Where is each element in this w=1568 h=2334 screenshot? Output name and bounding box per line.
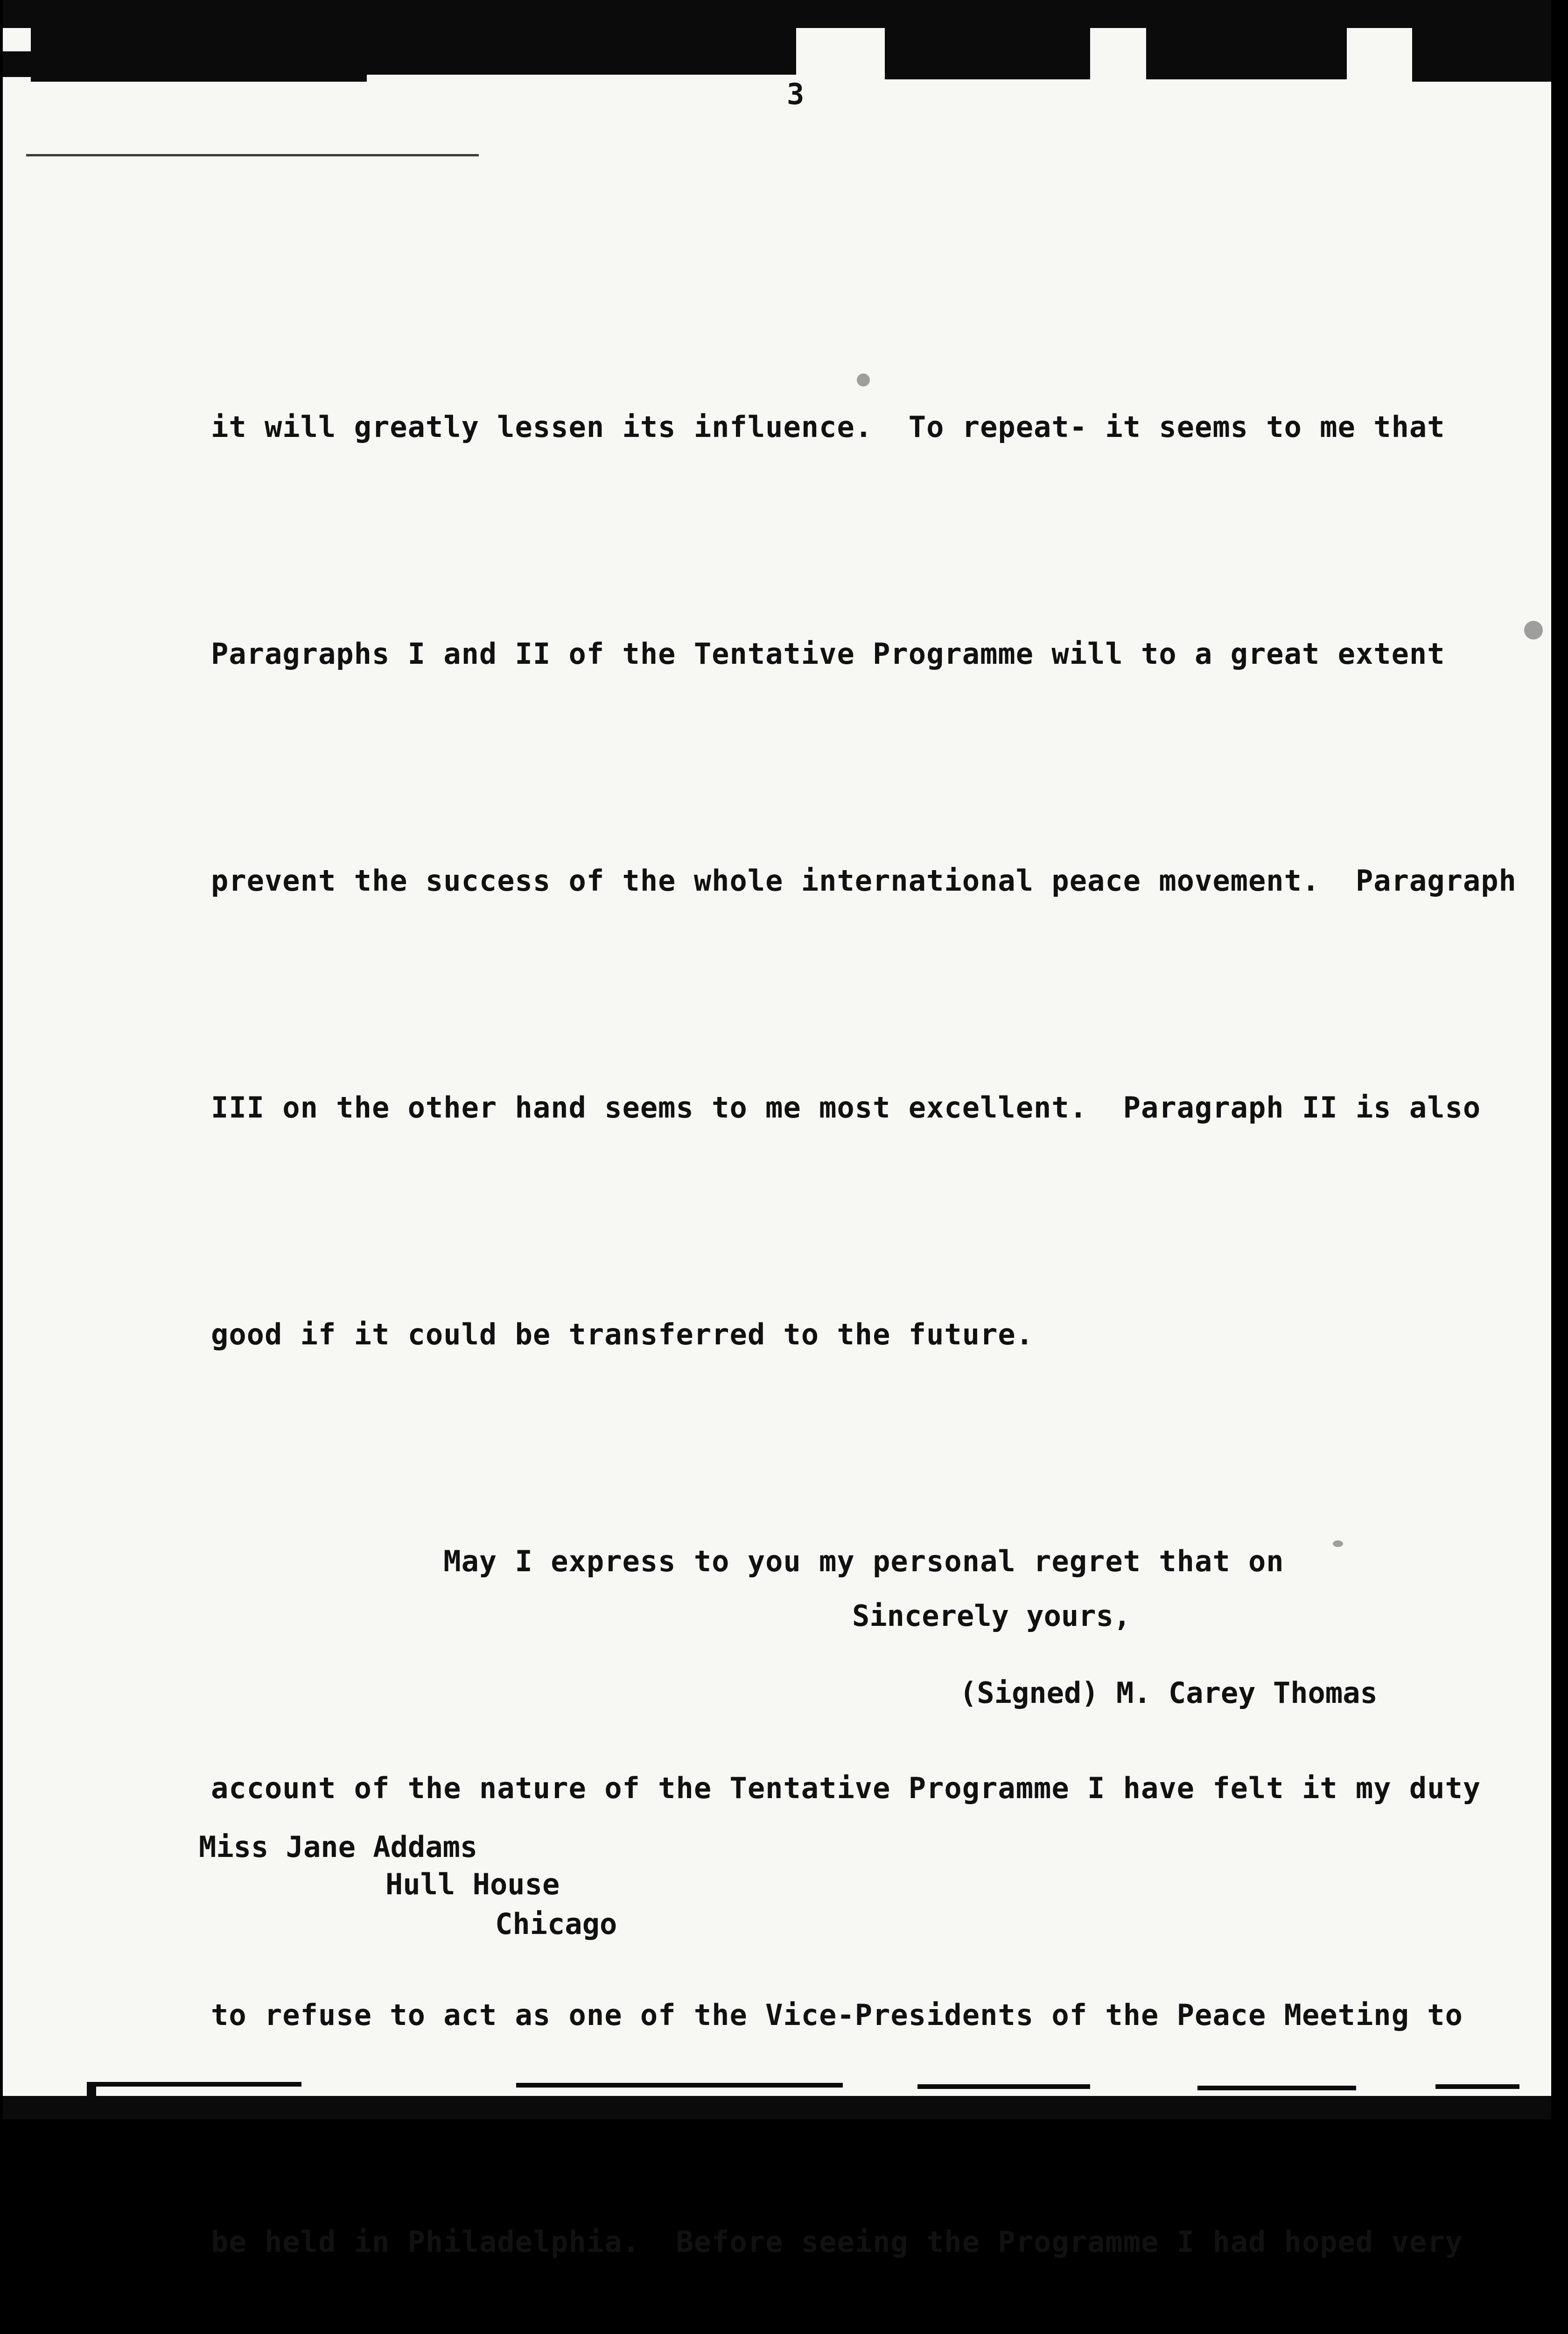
body-line: III on the other hand seems to me most excellent. Paragraph II is also xyxy=(211,1090,1481,1125)
body-line: good if it could be transferred to the future. xyxy=(211,1317,1034,1351)
letter-page xyxy=(3,0,1551,2259)
body-line: it will greatly lessen its influence. To repeat- it seems to me that xyxy=(211,410,1445,444)
header-rule xyxy=(26,154,479,156)
recipient-name: Miss Jane Addams xyxy=(199,1830,478,1864)
body-line: to refuse to act as one of the Vice-Presidents of the Peace Meeting to xyxy=(211,1998,1463,2032)
page-number: 3 xyxy=(787,77,805,111)
scan-artifact-top xyxy=(3,0,1551,82)
ink-speck xyxy=(1524,621,1543,640)
body-line: May I express to you my personal regret that on xyxy=(211,1544,1284,1578)
scan-border-right xyxy=(1551,0,1568,2129)
body-line: account of the nature of the Tentative Programme I have felt it my duty xyxy=(211,1771,1481,1805)
closing: Sincerely yours, xyxy=(852,1599,1131,1633)
body-line: Paragraphs I and II of the Tentative Programme will to a great extent xyxy=(211,637,1445,671)
body-line: be held in Philadelphia. Before seeing the Programme I had hoped very xyxy=(211,2225,1463,2259)
letter-body xyxy=(211,238,1517,2334)
signature: (Signed) M. Carey Thomas xyxy=(959,1676,1378,1710)
recipient-address-line2: Chicago xyxy=(495,1907,617,1941)
recipient-address-line1: Hull House xyxy=(385,1867,560,1901)
body-line: prevent the success of the whole international peace movement. Paragraph xyxy=(211,864,1517,898)
